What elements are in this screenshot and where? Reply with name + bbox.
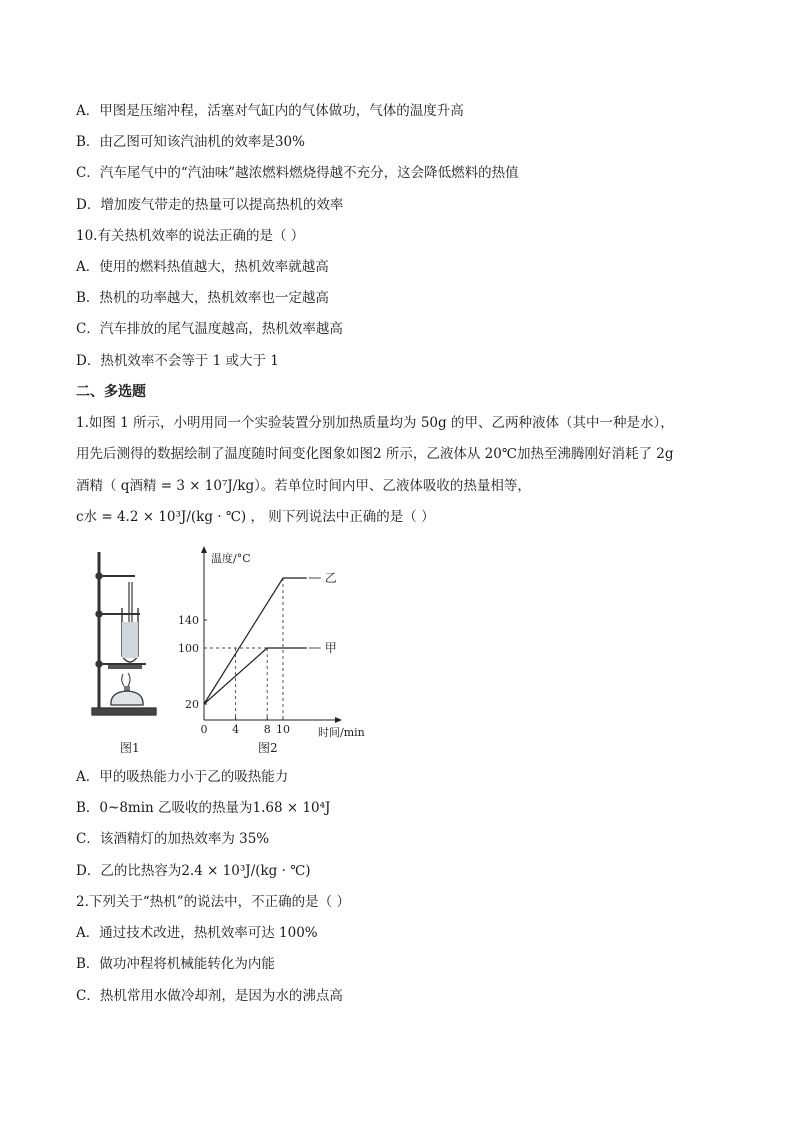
apparatus-illustration [92,552,156,715]
option-c: C．汽车尾气中的“汽油味”越浓燃料燃烧得越不充分，这会降低燃料的热值 [76,165,519,181]
x-axis-arrow [335,717,342,723]
x-tick-label: 10 [276,723,290,736]
mq1-stem-line3: 酒精（ q酒精 = 3 × 10⁷J/kg）。若单位时间内甲、乙液体吸收的热量相等， [76,478,531,494]
series-line-2 [204,648,307,704]
y-axis-label: 温度/°C [211,552,251,565]
series-label-2: 甲 [324,641,337,655]
figure-1-caption: 图1 [120,741,140,755]
y-tick-label: 140 [178,614,199,627]
figure-area [80,540,380,765]
y-tick-label: 100 [178,642,199,655]
mq2-option-a: A．通过技术改进，热机效率可达 100% [76,925,318,941]
mq1-option-c: C．该酒精灯的加热效率为 35% [76,831,270,847]
mq1-stem-line1: 1.如图 1 所示，小明用同一个实验装置分别加热质量均为 50g 的甲、乙两种液体（其中一种是水）， [76,415,674,431]
x-tick-label: 4 [232,723,240,736]
mq2-stem: 2.下列关于“热机”的说法中，不正确的是（ ） [76,894,350,910]
mq2-option-b: B．做功冲程将机械能转化为内能 [76,956,275,972]
option-d: D．增加废气带走的热量可以提高热机的效率 [76,197,344,213]
mq1-option-d: D．乙的比热容为2.4 × 10³J/(kg · ℃) [76,863,311,879]
mq1-stem-line2: 用先后测得的数据绘制了温度随时间变化图象如图2 所示，乙液体从 20℃加热至沸腾刚好消耗了 2g [76,446,674,462]
mq1-option-a: A．甲的吸热能力小于乙的吸热能力 [76,769,289,785]
option-b: B．由乙图可知该汽油机的效率是30% [76,134,305,150]
series-label-1: 乙 [324,571,337,585]
figure-2-caption: 图2 [258,741,278,755]
q10-option-b: B．热机的功率越大，热机效率也一定越高 [76,290,329,306]
x-axis-label: 时间/min [318,726,365,739]
option-a: A．甲图是压缩冲程，活塞对气缸内的气体做功，气体的温度升高 [76,103,464,119]
figure-svg [80,540,380,765]
q10-option-d: D．热机效率不会等于 1 或大于 1 [76,353,279,369]
y-tick-label: 20 [185,698,199,711]
mq2-option-c: C．热机常用水做冷却剂，是因为水的沸点高 [76,988,343,1004]
y-axis-arrow [201,546,207,553]
section-title: 二、多选题 [76,384,146,400]
chart [178,546,365,739]
series-line-1 [204,578,307,704]
q10-option-a: A．使用的燃料热值越大，热机效率就越高 [76,259,329,275]
mq1-option-b: B．0~8min 乙吸收的热量为1.68 × 10⁴J [76,800,331,816]
mq1-stem-line4: c水 = 4.2 × 10³J/(kg · ℃) ， 则下列说法中正确的是（ ） [76,509,435,525]
q10-option-c: C．汽车排放的尾气温度越高，热机效率越高 [76,321,343,337]
x-tick-label: 8 [263,723,271,736]
x-tick-label: 0 [200,723,208,736]
question-10-stem: 10.有关热机效率的说法正确的是（ ） [76,228,305,244]
